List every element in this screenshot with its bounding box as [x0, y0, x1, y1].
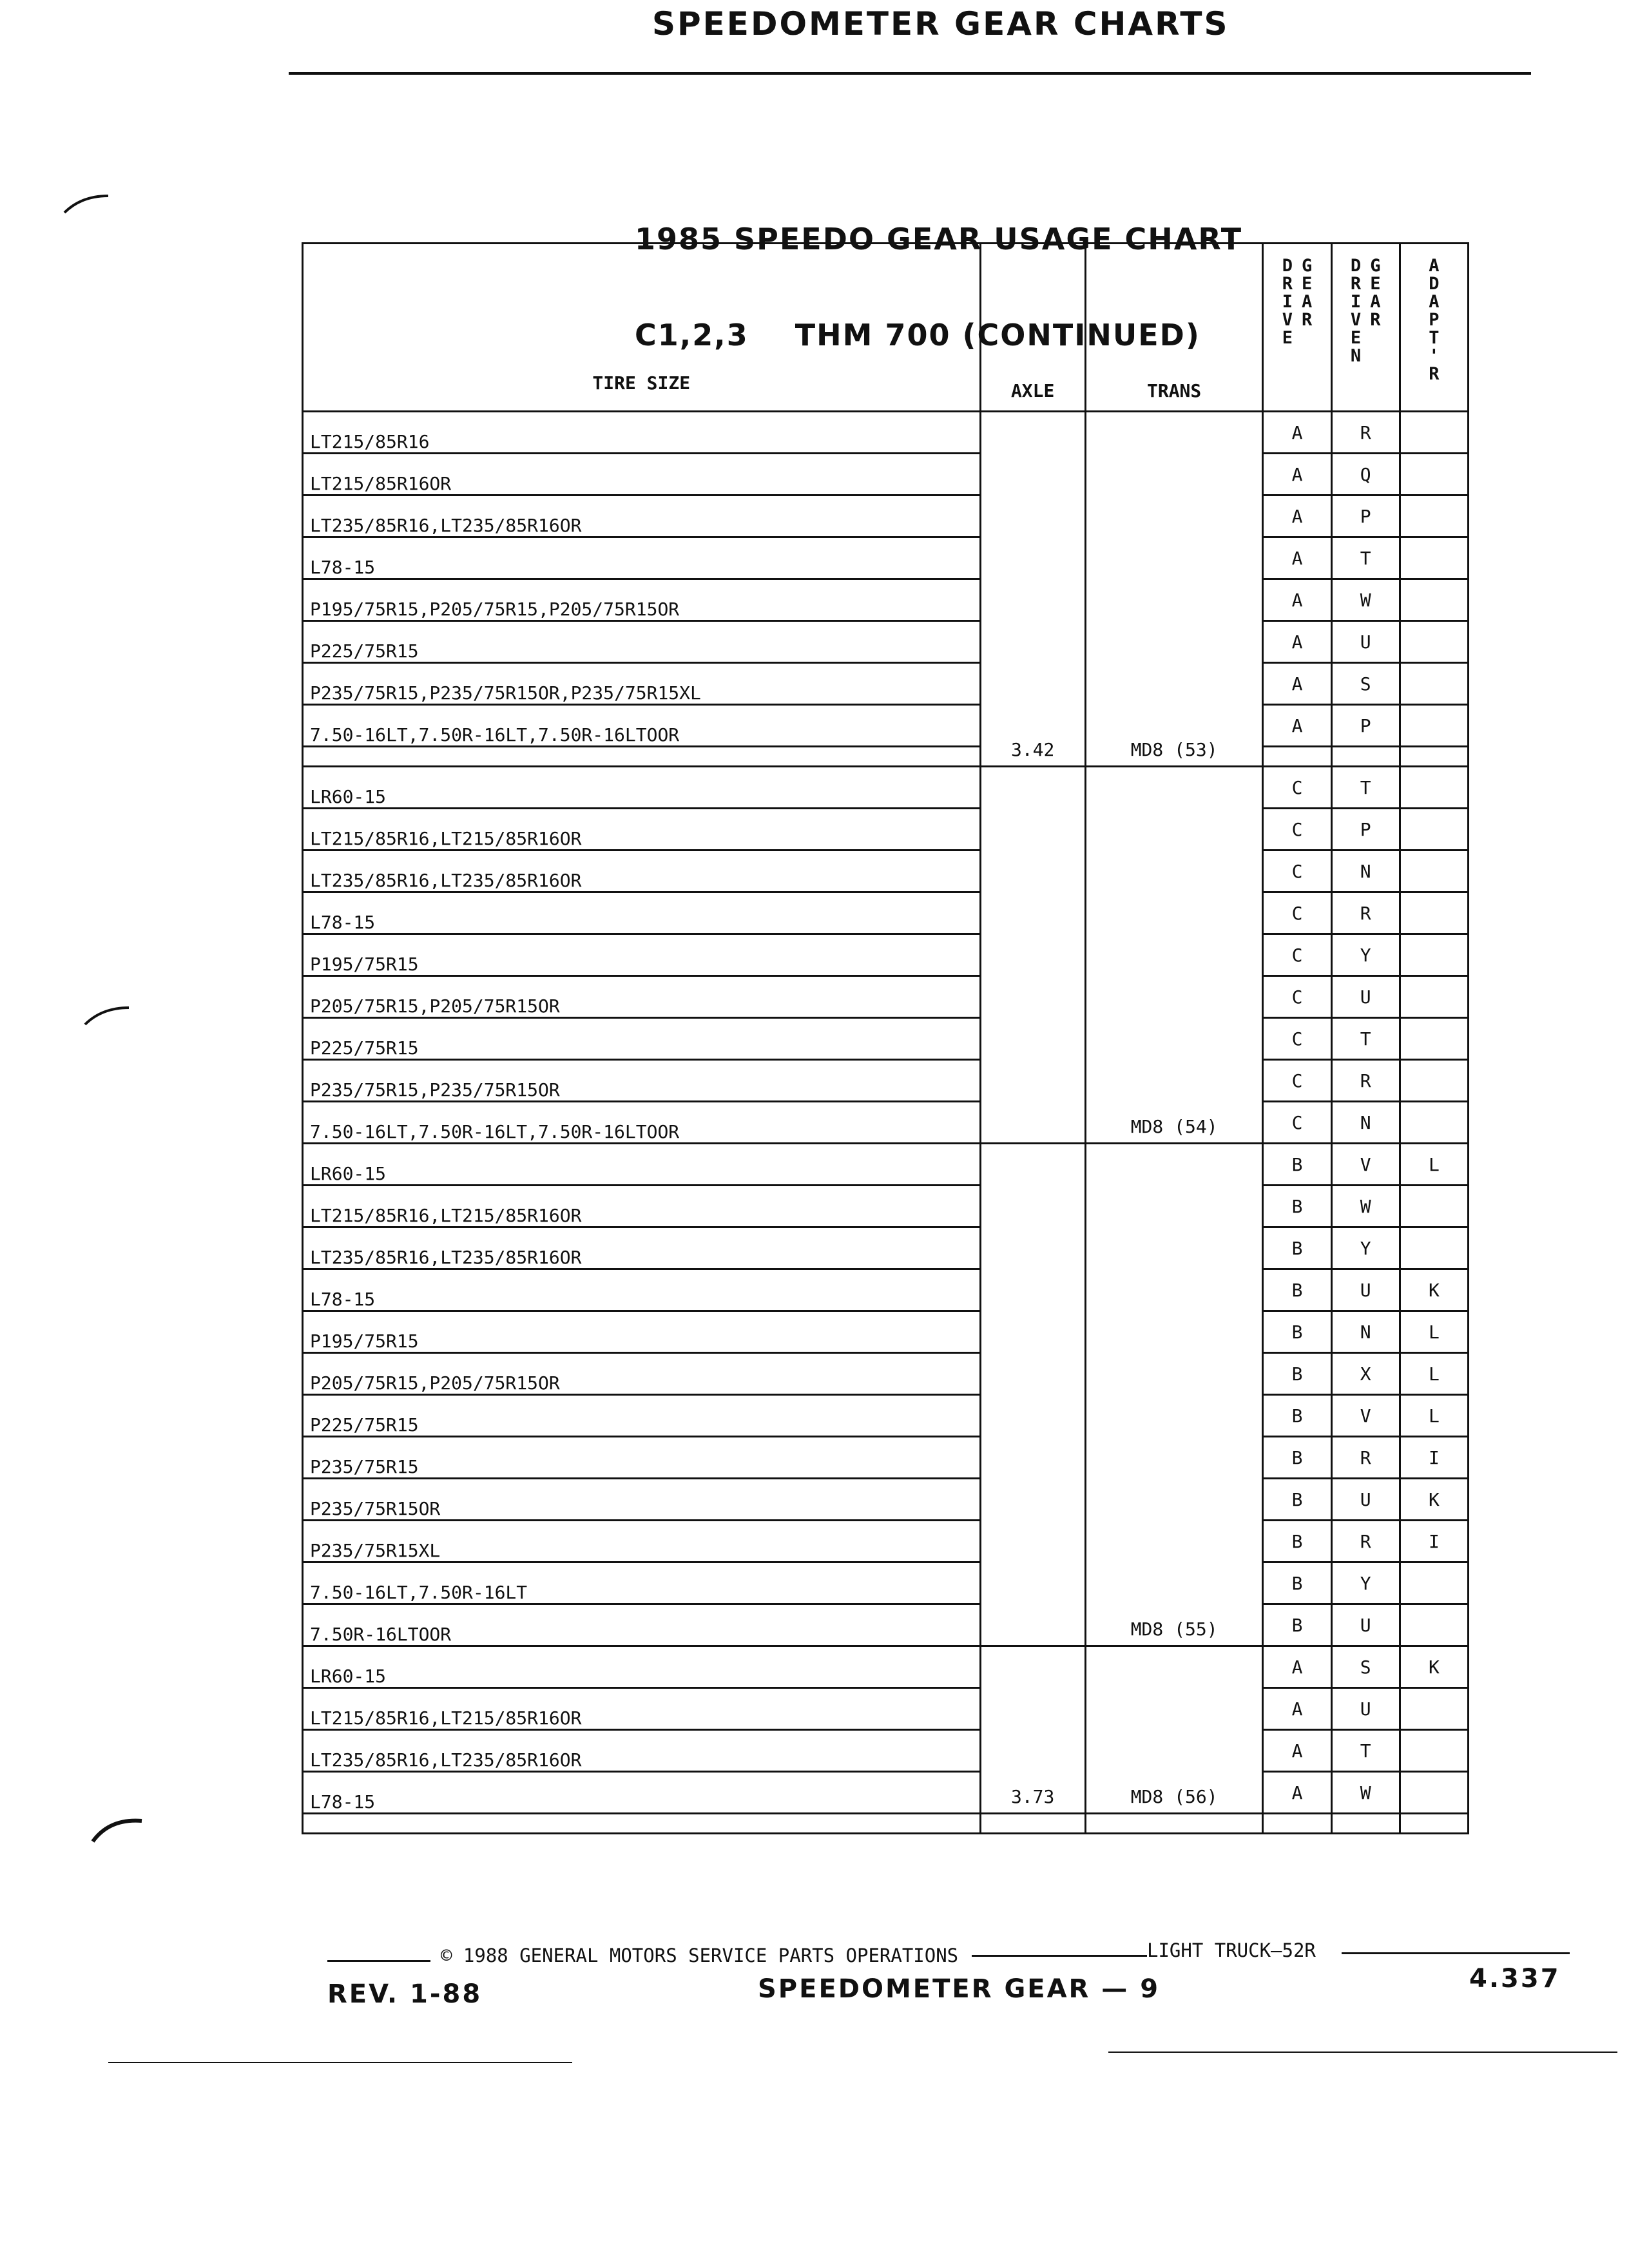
- vertical-header-letter: I: [1350, 292, 1362, 312]
- table-row: [303, 1772, 1469, 1814]
- vertical-header-letter: T: [1429, 328, 1440, 348]
- vertical-header-word: [1429, 257, 1439, 383]
- cell-adapter: [1400, 1018, 1468, 1060]
- cell-drive-gear: B: [1263, 1562, 1331, 1604]
- cell-tire-size: LT235/85R16,LT235/85R16OR: [303, 1730, 981, 1772]
- cell-adapter: [1400, 663, 1468, 705]
- footer-rule-bottom-right: [1108, 2052, 1617, 2053]
- chart-title-line-2: C1,2,3 THM 700 (CONTINUED): [635, 318, 1200, 353]
- column-header-trans: TRANS: [1085, 244, 1263, 412]
- footer-revision: REV. 1-88: [327, 1979, 483, 2009]
- cell-driven-gear: N: [1331, 1102, 1400, 1144]
- cell-tire-size: LT235/85R16,LT235/85R16OR: [303, 495, 981, 537]
- cell-tire-size: P235/75R15,P235/75R15OR: [303, 1060, 981, 1102]
- cell-adapter: [1400, 1060, 1468, 1102]
- cell-tire-size: L78-15: [303, 892, 981, 934]
- table-spacer-row: [303, 1814, 1469, 1834]
- spacer-cell: [1331, 1814, 1400, 1834]
- cell-driven-gear: Y: [1331, 1227, 1400, 1269]
- spacer-cell: [1085, 1814, 1263, 1834]
- cell-drive-gear: C: [1263, 809, 1331, 850]
- cell-drive-gear: B: [1263, 1604, 1331, 1646]
- table-row: [303, 621, 1469, 663]
- cell-driven-gear: U: [1331, 1479, 1400, 1521]
- table-row: [303, 412, 1469, 454]
- cell-adapter: I: [1400, 1521, 1468, 1562]
- table-row: [303, 892, 1469, 934]
- cell-drive-gear: B: [1263, 1395, 1331, 1437]
- vertical-header-word: [1302, 257, 1312, 347]
- spacer-cell: [1263, 1814, 1331, 1834]
- vertical-header-letter: N: [1350, 346, 1362, 366]
- vertical-header-letter: E: [1370, 274, 1381, 294]
- cell-tire-size: P195/75R15: [303, 934, 981, 976]
- cell-driven-gear: R: [1331, 892, 1400, 934]
- cell-adapter: [1400, 1688, 1468, 1730]
- vertical-header-letter: G: [1370, 256, 1381, 276]
- cell-tire-size: P225/75R15: [303, 1395, 981, 1437]
- cell-adapter: [1400, 1102, 1468, 1144]
- cell-tire-size: L78-15: [303, 1772, 981, 1814]
- vertical-header-letter: D: [1429, 274, 1440, 294]
- cell-driven-gear: U: [1331, 1604, 1400, 1646]
- cell-driven-gear: P: [1331, 495, 1400, 537]
- cell-adapter: L: [1400, 1311, 1468, 1353]
- cell-tire-size: P225/75R15: [303, 1018, 981, 1060]
- cell-drive-gear: B: [1263, 1186, 1331, 1227]
- table-row: [303, 1395, 1469, 1437]
- table-row: [303, 1688, 1469, 1730]
- cell-driven-gear: R: [1331, 1521, 1400, 1562]
- table-row: [303, 1102, 1469, 1144]
- spacer-cell: [980, 1814, 1085, 1834]
- cell-tire-size: LT235/85R16,LT235/85R16OR: [303, 1227, 981, 1269]
- cell-driven-gear: T: [1331, 1018, 1400, 1060]
- vertical-header-letter: V: [1350, 310, 1362, 330]
- cell-trans: MD8 (55): [1085, 1144, 1263, 1646]
- cell-drive-gear: A: [1263, 495, 1331, 537]
- table-row: [303, 1479, 1469, 1521]
- cell-driven-gear: R: [1331, 1437, 1400, 1479]
- cell-adapter: I: [1400, 1437, 1468, 1479]
- cell-tire-size: 7.50R-16LTOOR: [303, 1604, 981, 1646]
- cell-adapter: [1400, 579, 1468, 621]
- cell-drive-gear: A: [1263, 537, 1331, 579]
- cell-drive-gear: B: [1263, 1144, 1331, 1186]
- footer-subtitle: SPEEDOMETER GEAR — 9: [758, 1974, 1161, 2004]
- table-body: [303, 412, 1469, 1834]
- cell-drive-gear: C: [1263, 1018, 1331, 1060]
- cell-driven-gear: U: [1331, 1269, 1400, 1311]
- spacer-cell: [303, 747, 981, 767]
- column-header-drive-gear: [1263, 244, 1331, 412]
- speedo-gear-table: [302, 242, 1469, 1834]
- cell-tire-size: LR60-15: [303, 1646, 981, 1688]
- cell-drive-gear: C: [1263, 1102, 1331, 1144]
- cell-drive-gear: C: [1263, 892, 1331, 934]
- cell-driven-gear: W: [1331, 1186, 1400, 1227]
- cell-adapter: [1400, 850, 1468, 892]
- cell-driven-gear: N: [1331, 850, 1400, 892]
- table-row: [303, 495, 1469, 537]
- cell-tire-size: P235/75R15XL: [303, 1521, 981, 1562]
- cell-tire-size: P235/75R15: [303, 1437, 981, 1479]
- cell-drive-gear: B: [1263, 1479, 1331, 1521]
- binder-hole-mark: [62, 187, 113, 219]
- table-row: [303, 537, 1469, 579]
- footer-rule-mid: [972, 1955, 1147, 1957]
- cell-driven-gear: W: [1331, 1772, 1400, 1814]
- cell-trans: MD8 (56): [1085, 1646, 1263, 1814]
- cell-adapter: [1400, 537, 1468, 579]
- cell-adapter: [1400, 1772, 1468, 1814]
- vertical-header-letter: I: [1282, 292, 1293, 312]
- cell-drive-gear: B: [1263, 1353, 1331, 1395]
- cell-adapter: K: [1400, 1646, 1468, 1688]
- cell-driven-gear: N: [1331, 1311, 1400, 1353]
- cell-drive-gear: A: [1263, 663, 1331, 705]
- table-row: [303, 1060, 1469, 1102]
- cell-tire-size: 7.50-16LT,7.50R-16LT,7.50R-16LTOOR: [303, 705, 981, 747]
- cell-drive-gear: B: [1263, 1437, 1331, 1479]
- cell-driven-gear: T: [1331, 537, 1400, 579]
- cell-axle: 3.42: [980, 412, 1085, 767]
- cell-drive-gear: A: [1263, 412, 1331, 454]
- cell-adapter: [1400, 976, 1468, 1018]
- table-row: [303, 809, 1469, 850]
- cell-tire-size: P205/75R15,P205/75R15OR: [303, 1353, 981, 1395]
- spacer-cell: [1263, 747, 1331, 767]
- cell-drive-gear: B: [1263, 1521, 1331, 1562]
- cell-driven-gear: R: [1331, 412, 1400, 454]
- cell-drive-gear: A: [1263, 1646, 1331, 1688]
- cell-drive-gear: C: [1263, 850, 1331, 892]
- table-spacer-row: [303, 747, 1469, 767]
- table-row: [303, 850, 1469, 892]
- cell-tire-size: P195/75R15: [303, 1311, 981, 1353]
- cell-axle: [980, 1144, 1085, 1646]
- cell-driven-gear: T: [1331, 1730, 1400, 1772]
- column-header-driven-gear: [1331, 244, 1400, 412]
- chart-title-line-1: 1985 SPEEDO GEAR USAGE CHART: [635, 222, 1243, 257]
- footer-copyright: © 1988 GENERAL MOTORS SERVICE PARTS OPERATIONS: [441, 1945, 959, 1966]
- cell-tire-size: P225/75R15: [303, 621, 981, 663]
- cell-driven-gear: Q: [1331, 454, 1400, 495]
- table-row: [303, 976, 1469, 1018]
- table-row: [303, 705, 1469, 747]
- footer-rule-bottom-left: [108, 2062, 572, 2063]
- footer-rule-right: [1342, 1952, 1570, 1954]
- table-row: [303, 1227, 1469, 1269]
- cell-adapter: [1400, 621, 1468, 663]
- cell-adapter: [1400, 767, 1468, 809]
- vertical-header-letter: E: [1282, 328, 1293, 348]
- cell-driven-gear: U: [1331, 621, 1400, 663]
- cell-tire-size: L78-15: [303, 537, 981, 579]
- table-row: [303, 1018, 1469, 1060]
- cell-driven-gear: T: [1331, 767, 1400, 809]
- cell-drive-gear: B: [1263, 1311, 1331, 1353]
- vertical-header-letter: P: [1429, 310, 1440, 330]
- binder-hole-mark: [82, 999, 134, 1031]
- spacer-cell: [1331, 747, 1400, 767]
- cell-drive-gear: A: [1263, 621, 1331, 663]
- vertical-header-letter: A: [1370, 292, 1381, 312]
- footer-page-number: 4.337: [1469, 1964, 1561, 1994]
- binder-hole-mark: [90, 1809, 148, 1848]
- table-header-row: [303, 244, 1469, 412]
- cell-trans: MD8 (53): [1085, 412, 1263, 767]
- cell-adapter: [1400, 1604, 1468, 1646]
- header-rule: [289, 72, 1531, 75]
- cell-adapter: [1400, 809, 1468, 850]
- cell-driven-gear: Y: [1331, 1562, 1400, 1604]
- column-header-tire-size: TIRE SIZE: [303, 244, 981, 412]
- table-row: [303, 1730, 1469, 1772]
- cell-tire-size: LT215/85R16: [303, 412, 981, 454]
- cell-adapter: [1400, 412, 1468, 454]
- vertical-header-letter: D: [1282, 256, 1293, 276]
- cell-adapter: [1400, 892, 1468, 934]
- column-header-adapter: [1400, 244, 1468, 412]
- cell-tire-size: LT215/85R16,LT215/85R16OR: [303, 809, 981, 850]
- table-row: [303, 1269, 1469, 1311]
- vertical-header-word: [1370, 257, 1380, 365]
- cell-driven-gear: V: [1331, 1144, 1400, 1186]
- cell-driven-gear: P: [1331, 809, 1400, 850]
- cell-adapter: [1400, 1186, 1468, 1227]
- cell-tire-size: P205/75R15,P205/75R15OR: [303, 976, 981, 1018]
- table-row: [303, 1353, 1469, 1395]
- footer-rule-left: [327, 1960, 430, 1962]
- cell-adapter: K: [1400, 1269, 1468, 1311]
- cell-tire-size: LR60-15: [303, 767, 981, 809]
- cell-drive-gear: A: [1263, 579, 1331, 621]
- cell-drive-gear: C: [1263, 767, 1331, 809]
- cell-trans: MD8 (54): [1085, 767, 1263, 1144]
- table-row: [303, 1562, 1469, 1604]
- cell-axle: 3.73: [980, 1646, 1085, 1814]
- table-row: [303, 1144, 1469, 1186]
- cell-driven-gear: V: [1331, 1395, 1400, 1437]
- vertical-header-letter: V: [1282, 310, 1293, 330]
- table-row: [303, 1311, 1469, 1353]
- cell-driven-gear: Y: [1331, 934, 1400, 976]
- cell-adapter: K: [1400, 1479, 1468, 1521]
- table-row: [303, 1604, 1469, 1646]
- page-title: SPEEDOMETER GEAR CHARTS: [652, 5, 1229, 43]
- cell-adapter: [1400, 1227, 1468, 1269]
- vertical-header-letter: R: [1370, 310, 1381, 330]
- vertical-header-letter: R: [1282, 274, 1293, 294]
- cell-axle: [980, 767, 1085, 1144]
- cell-driven-gear: R: [1331, 1060, 1400, 1102]
- cell-tire-size: LR60-15: [303, 1144, 981, 1186]
- cell-driven-gear: W: [1331, 579, 1400, 621]
- cell-drive-gear: C: [1263, 1060, 1331, 1102]
- cell-drive-gear: A: [1263, 1772, 1331, 1814]
- spacer-cell: [1400, 1814, 1468, 1834]
- footer-section: LIGHT TRUCK—52R: [1147, 1939, 1316, 1961]
- cell-driven-gear: S: [1331, 663, 1400, 705]
- vertical-header-letter: R: [1350, 274, 1362, 294]
- cell-adapter: [1400, 705, 1468, 747]
- cell-adapter: L: [1400, 1144, 1468, 1186]
- cell-tire-size: LT215/85R16,LT215/85R16OR: [303, 1688, 981, 1730]
- vertical-header-letter: ': [1429, 346, 1440, 366]
- cell-tire-size: L78-15: [303, 1269, 981, 1311]
- vertical-header-letter: A: [1302, 292, 1313, 312]
- cell-drive-gear: A: [1263, 1730, 1331, 1772]
- table-row: [303, 663, 1469, 705]
- table-row: [303, 934, 1469, 976]
- cell-tire-size: LT215/85R16,LT215/85R16OR: [303, 1186, 981, 1227]
- vertical-header-letter: E: [1350, 328, 1362, 348]
- cell-driven-gear: U: [1331, 1688, 1400, 1730]
- vertical-header-letter: G: [1302, 256, 1313, 276]
- vertical-header-word: [1282, 257, 1293, 347]
- table-row: [303, 1186, 1469, 1227]
- cell-adapter: L: [1400, 1395, 1468, 1437]
- cell-driven-gear: P: [1331, 705, 1400, 747]
- column-header-axle: AXLE: [980, 244, 1085, 412]
- vertical-header-letter: R: [1302, 310, 1313, 330]
- vertical-header-letter: D: [1350, 256, 1362, 276]
- cell-drive-gear: C: [1263, 976, 1331, 1018]
- cell-drive-gear: A: [1263, 454, 1331, 495]
- vertical-header-word: [1351, 257, 1361, 365]
- vertical-header-letter: A: [1429, 256, 1440, 276]
- vertical-header-letter: A: [1429, 292, 1440, 312]
- cell-tire-size: 7.50-16LT,7.50R-16LT,7.50R-16LTOOR: [303, 1102, 981, 1144]
- table-row: [303, 1437, 1469, 1479]
- vertical-header-letter: R: [1429, 364, 1440, 384]
- cell-tire-size: 7.50-16LT,7.50R-16LT: [303, 1562, 981, 1604]
- table-row: [303, 1521, 1469, 1562]
- cell-driven-gear: S: [1331, 1646, 1400, 1688]
- table-row: [303, 454, 1469, 495]
- cell-adapter: [1400, 495, 1468, 537]
- cell-tire-size: P195/75R15,P205/75R15,P205/75R15OR: [303, 579, 981, 621]
- cell-tire-size: P235/75R15OR: [303, 1479, 981, 1521]
- vertical-header-letter: E: [1302, 274, 1313, 294]
- spacer-cell: [303, 1814, 981, 1834]
- cell-tire-size: LT235/85R16,LT235/85R16OR: [303, 850, 981, 892]
- spacer-cell: [1400, 747, 1468, 767]
- table-row: [303, 579, 1469, 621]
- cell-drive-gear: A: [1263, 705, 1331, 747]
- table-row: [303, 767, 1469, 809]
- cell-adapter: [1400, 454, 1468, 495]
- table-row: [303, 1646, 1469, 1688]
- cell-tire-size: LT215/85R16OR: [303, 454, 981, 495]
- cell-drive-gear: A: [1263, 1688, 1331, 1730]
- cell-adapter: [1400, 1562, 1468, 1604]
- cell-tire-size: P235/75R15,P235/75R15OR,P235/75R15XL: [303, 663, 981, 705]
- cell-adapter: L: [1400, 1353, 1468, 1395]
- cell-drive-gear: B: [1263, 1269, 1331, 1311]
- cell-driven-gear: U: [1331, 976, 1400, 1018]
- cell-drive-gear: B: [1263, 1227, 1331, 1269]
- cell-driven-gear: X: [1331, 1353, 1400, 1395]
- cell-adapter: [1400, 1730, 1468, 1772]
- cell-drive-gear: C: [1263, 934, 1331, 976]
- cell-adapter: [1400, 934, 1468, 976]
